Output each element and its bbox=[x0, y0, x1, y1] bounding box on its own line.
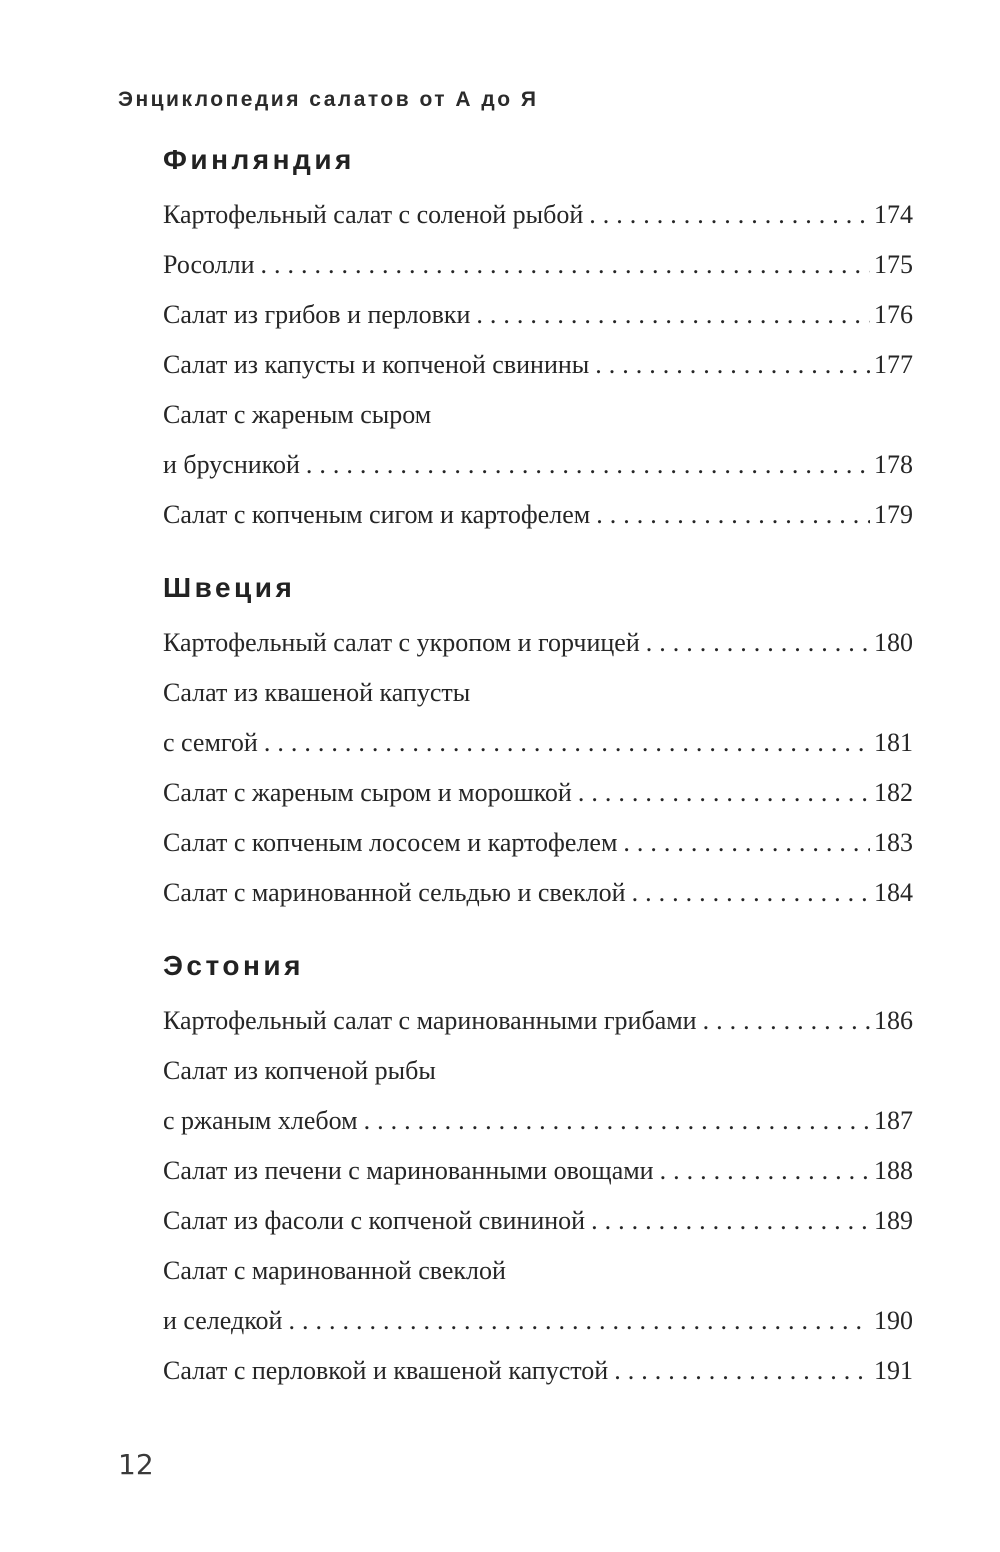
dot-leader bbox=[578, 768, 870, 818]
toc-entry bbox=[163, 390, 913, 490]
entry-title: Салат из копченой рыбы bbox=[163, 1056, 436, 1085]
entry-title: Салат с жареным сыром и морошкой bbox=[163, 778, 572, 807]
entry-title: Салат из капусты и копченой свинины bbox=[163, 350, 590, 379]
toc-entry-line bbox=[163, 618, 913, 668]
entry-title: Картофельный салат с маринованными грибами bbox=[163, 1006, 697, 1035]
footer-page-number: 12 bbox=[118, 1448, 154, 1481]
dot-leader bbox=[703, 996, 870, 1046]
dot-leader bbox=[660, 1146, 870, 1196]
toc-entry-line bbox=[163, 190, 913, 240]
entry-page-number: 190 bbox=[874, 1306, 913, 1335]
dot-leader bbox=[646, 618, 870, 668]
entry-page-number: 174 bbox=[874, 200, 913, 229]
dot-leader bbox=[591, 1196, 870, 1246]
toc-entry-line bbox=[163, 1146, 913, 1196]
toc-entry bbox=[163, 1346, 913, 1396]
entry-title: Салат с перловкой и квашеной капустой bbox=[163, 1356, 609, 1385]
toc-entry-line bbox=[163, 718, 913, 768]
entry-title: Салат из фасоли с копченой свининой bbox=[163, 1206, 586, 1235]
entry-title: Салат с копченым лососем и картофелем bbox=[163, 828, 618, 857]
toc-entry-line bbox=[163, 390, 913, 440]
toc-entry bbox=[163, 240, 913, 290]
dot-leader bbox=[623, 818, 870, 868]
entry-title: Салат из квашеной капусты bbox=[163, 678, 471, 707]
toc-entry bbox=[163, 1246, 913, 1346]
toc-entry bbox=[163, 190, 913, 240]
entry-page-number: 180 bbox=[874, 628, 913, 657]
toc-entry-line bbox=[163, 1196, 913, 1246]
toc-entry bbox=[163, 1046, 913, 1146]
toc-entry-line bbox=[163, 1046, 913, 1096]
toc-entry-line bbox=[163, 1246, 913, 1296]
dot-leader bbox=[261, 240, 870, 290]
toc-entry bbox=[163, 1196, 913, 1246]
toc-entry bbox=[163, 668, 913, 768]
entry-title: Картофельный салат с укропом и горчицей bbox=[163, 628, 640, 657]
toc-entry-line bbox=[163, 1096, 913, 1146]
toc-entry-line bbox=[163, 996, 913, 1046]
dot-leader bbox=[614, 1346, 870, 1396]
entry-title: Салат с жареным сыром bbox=[163, 400, 432, 429]
toc-entry bbox=[163, 768, 913, 818]
entry-page-number: 187 bbox=[874, 1106, 913, 1135]
toc bbox=[163, 142, 913, 1396]
dot-leader bbox=[364, 1096, 870, 1146]
toc-entry bbox=[163, 996, 913, 1046]
entry-page-number: 184 bbox=[874, 878, 913, 907]
entry-title: Салат из печени с маринованными овощами bbox=[163, 1156, 654, 1185]
dot-leader bbox=[596, 490, 870, 540]
entry-page-number: 176 bbox=[874, 300, 913, 329]
section-title: Эстония bbox=[163, 950, 304, 981]
entry-title: Картофельный салат с соленой рыбой bbox=[163, 200, 584, 229]
toc-entry-line bbox=[163, 490, 913, 540]
entry-title: Салат из грибов и перловки bbox=[163, 300, 471, 329]
entry-page-number: 177 bbox=[874, 350, 913, 379]
dot-leader bbox=[589, 190, 870, 240]
entry-title: и селедкой bbox=[163, 1306, 283, 1335]
toc-entry bbox=[163, 868, 913, 918]
entry-page-number: 186 bbox=[874, 1006, 913, 1035]
toc-entry-line bbox=[163, 1346, 913, 1396]
entry-page-number: 189 bbox=[874, 1206, 913, 1235]
entry-page-number: 179 bbox=[874, 500, 913, 529]
dot-leader bbox=[476, 290, 870, 340]
dot-leader bbox=[264, 718, 870, 768]
entry-title: Салат с маринованной свеклой bbox=[163, 1256, 506, 1285]
entry-page-number: 181 bbox=[874, 728, 913, 757]
entry-page-number: 178 bbox=[874, 450, 913, 479]
entry-page-number: 175 bbox=[874, 250, 913, 279]
section-title: Швеция bbox=[163, 572, 296, 603]
dot-leader bbox=[595, 340, 870, 390]
toc-entry-line bbox=[163, 240, 913, 290]
dot-leader bbox=[632, 868, 870, 918]
toc-entry-line bbox=[163, 440, 913, 490]
entry-page-number: 191 bbox=[874, 1356, 913, 1385]
toc-entry bbox=[163, 1146, 913, 1196]
entry-title: и брусникой bbox=[163, 450, 300, 479]
entry-page-number: 188 bbox=[874, 1156, 913, 1185]
toc-entry-line bbox=[163, 290, 913, 340]
entry-title: Росолли bbox=[163, 250, 255, 279]
toc-entry-line bbox=[163, 818, 913, 868]
toc-entry-line bbox=[163, 868, 913, 918]
entry-page-number: 182 bbox=[874, 778, 913, 807]
entry-title: Салат с копченым сигом и картофелем bbox=[163, 500, 591, 529]
toc-entry-line bbox=[163, 1296, 913, 1346]
toc-entry bbox=[163, 818, 913, 868]
toc-entry-line bbox=[163, 340, 913, 390]
toc-entry-line bbox=[163, 768, 913, 818]
entry-title: с семгой bbox=[163, 728, 258, 757]
dot-leader bbox=[288, 1296, 870, 1346]
toc-entry bbox=[163, 340, 913, 390]
toc-entry-line bbox=[163, 668, 913, 718]
entry-title: с ржаным хлебом bbox=[163, 1106, 358, 1135]
dot-leader bbox=[306, 440, 870, 490]
entry-title: Салат с маринованной сельдью и свеклой bbox=[163, 878, 626, 907]
toc-entry bbox=[163, 290, 913, 340]
toc-entry bbox=[163, 618, 913, 668]
entry-page-number: 183 bbox=[874, 828, 913, 857]
section-title: Финляндия bbox=[163, 144, 355, 175]
toc-entry bbox=[163, 490, 913, 540]
running-header: Энциклопедия салатов от А до Я bbox=[118, 88, 539, 111]
